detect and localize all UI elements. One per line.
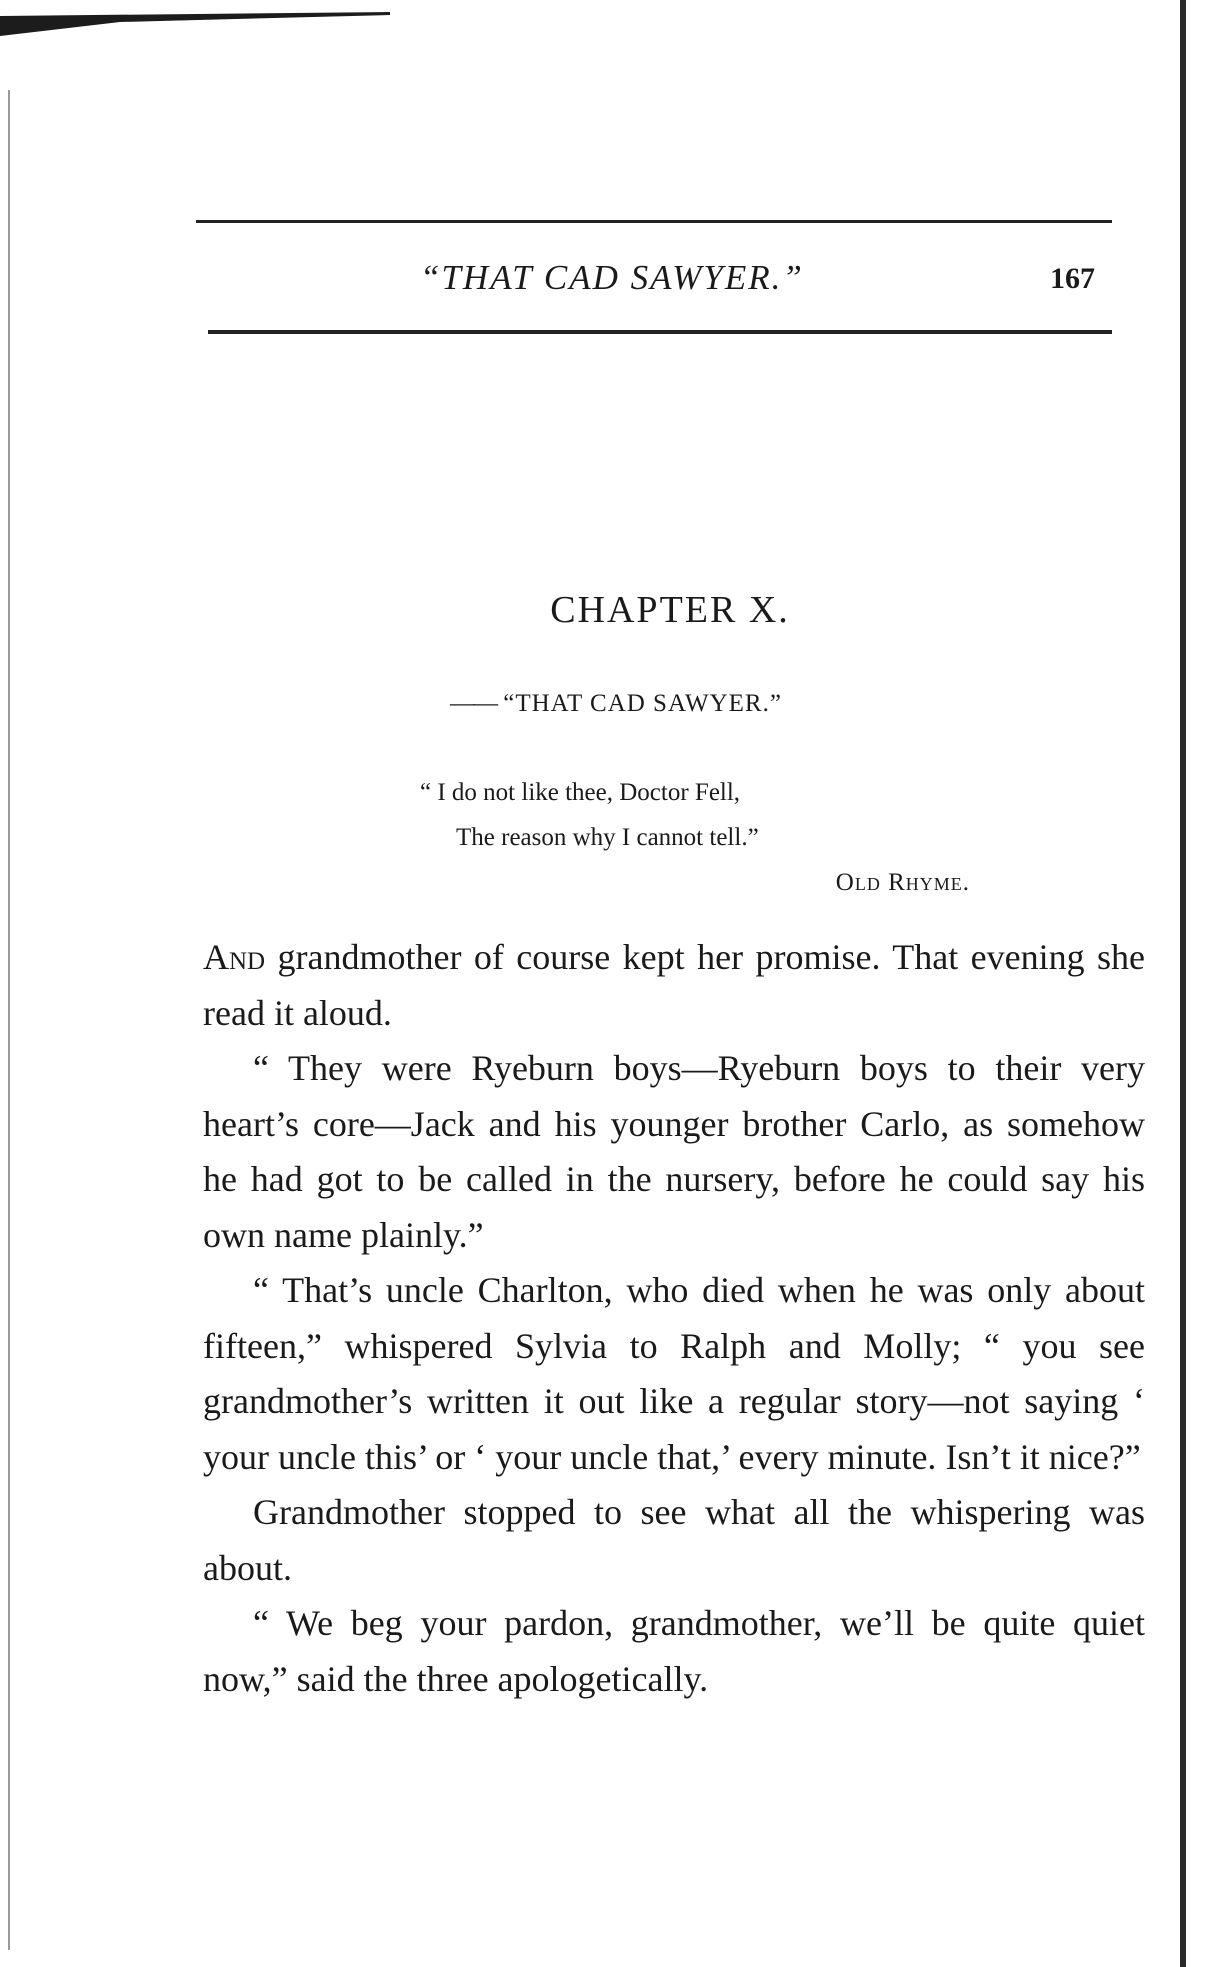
epigraph-line-1: “ I do not like thee, Doctor Fell, <box>420 779 741 806</box>
paragraph-1-rest: grandmother of course kept her promise. That evening she read it aloud. <box>203 937 1145 1033</box>
running-title: “THAT CAD SAWYER.” <box>420 258 804 297</box>
epigraph-attribution: Old Rhyme. <box>835 869 970 896</box>
subtitle-dash: —— <box>450 690 496 717</box>
header-rule-top <box>196 220 1112 223</box>
paragraph-5: “ We beg your pardon, grandmother, we’ll be quite quiet now,” said the three apologetically. <box>203 1603 1145 1699</box>
body-text <box>203 930 1145 1707</box>
paragraph-2: “ They were Ryeburn boys—Ryeburn boys to their very heart’s core—Jack and his younger brother Carlo, as somehow he had got to be called in the nursery, before he could say his own name plainly.” <box>203 1048 1145 1255</box>
epigraph-line-2: The reason why I cannot tell.” <box>456 824 759 851</box>
chapter-subtitle <box>450 690 910 718</box>
page-edge-right <box>1180 0 1186 1967</box>
paragraph-4: Grandmother stopped to see what all the whispering was about. <box>203 1492 1145 1588</box>
page-edge-top-smudge <box>0 12 390 40</box>
header-rule-bottom <box>208 330 1112 334</box>
paragraph-1 <box>203 930 1145 1041</box>
page-edge-left <box>8 90 10 1950</box>
page-number: 167 <box>1050 262 1095 295</box>
epigraph <box>420 770 980 905</box>
subtitle-text: “THAT CAD SAWYER.” <box>503 690 782 717</box>
paragraph-3: “ That’s uncle Charlton, who died when he was only about fifteen,” whispered Sylvia to Ralph and Molly; “ you see grandmother’s written it out like a regular story—not saying ‘ your uncle this’ or ‘ your uncle that,’ every minute. Isn’t it nice?” <box>203 1270 1145 1477</box>
paragraph-1-lead: And <box>203 937 266 977</box>
chapter-title: CHAPTER X. <box>550 589 790 631</box>
